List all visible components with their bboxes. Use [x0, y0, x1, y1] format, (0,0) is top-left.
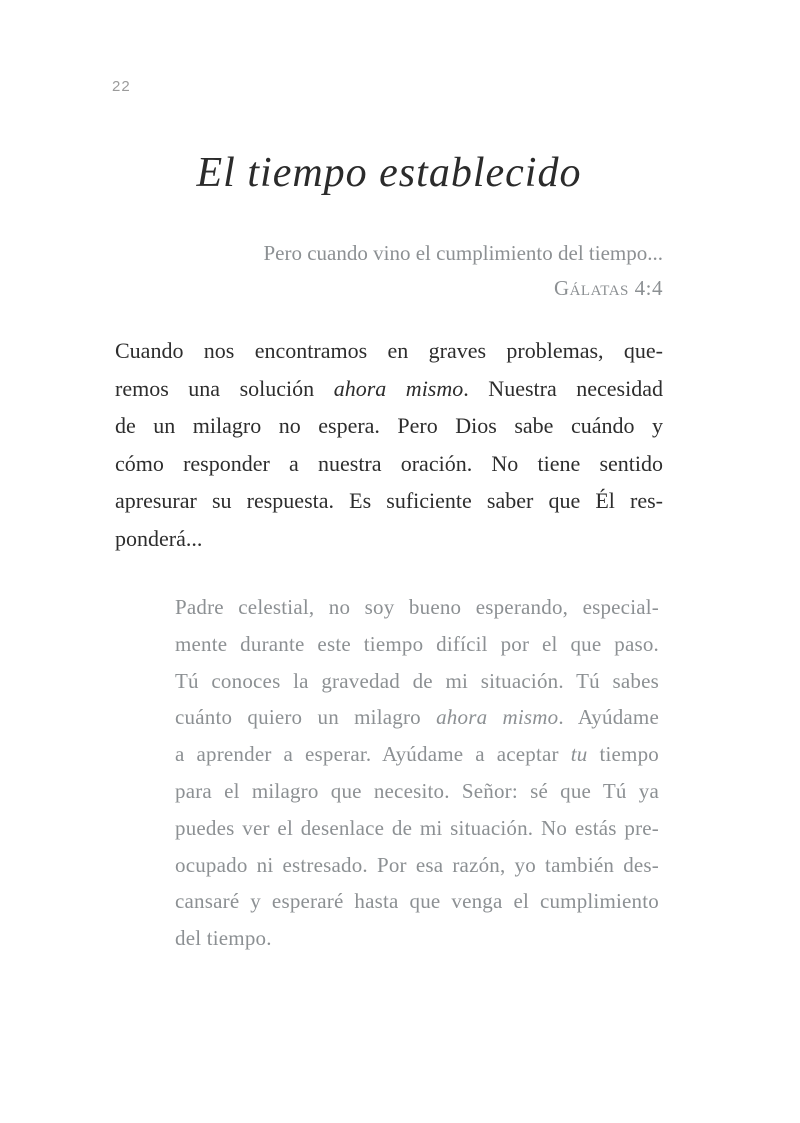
- chapter-title: El tiempo establecido: [196, 150, 582, 196]
- text-line: [175, 736, 659, 773]
- text-line: [175, 810, 659, 847]
- italic-phrase: ahora mismo: [436, 705, 559, 730]
- text-line: [175, 773, 659, 810]
- text-segment: Padre celestial, no soy bueno esperando, especial-: [175, 595, 659, 619]
- text-line: [115, 445, 663, 483]
- text-segment: del tiempo.: [175, 926, 272, 951]
- epigraph-quote: Pero cuando vino el cumplimiento del tiempo...: [263, 241, 663, 265]
- text-line: [175, 920, 659, 957]
- text-segment: ponderá...: [115, 525, 203, 551]
- text-segment: puedes ver el desenlace de mi situación. No estás pre-: [175, 815, 659, 840]
- text-line: [115, 332, 663, 370]
- text-segment: tiempo: [587, 742, 659, 767]
- text-segment: Tú conoces la gravedad de mi situación. Tú sabes: [175, 668, 659, 693]
- text-segment: apresurar su respuesta. Es suficiente saber que Él res-: [115, 488, 663, 514]
- prayer-paragraph: [175, 589, 659, 957]
- text-line: [175, 626, 659, 663]
- text-line: [115, 370, 663, 408]
- text-line: [115, 520, 663, 558]
- text-segment: ocupado ni estresado. Por esa razón, yo también des-: [175, 852, 659, 877]
- italic-phrase: ahora mismo: [333, 375, 464, 401]
- text-segment: remos una solución: [115, 375, 334, 401]
- text-line: [175, 663, 659, 700]
- text-line: [175, 589, 659, 626]
- text-line: [115, 482, 663, 520]
- text-segment: de un milagro no espera. Pero Dios sabe cuándo y: [115, 413, 663, 439]
- text-line: [175, 883, 659, 920]
- italic-phrase: tu: [570, 742, 588, 767]
- text-segment: cuánto quiero un milagro: [175, 705, 437, 730]
- text-line: [175, 847, 659, 884]
- text-segment: Cuando nos encontramos en graves problemas, que-: [115, 338, 663, 363]
- text-line: [115, 407, 663, 445]
- text-segment: a aprender a esperar. Ayúdame a aceptar: [175, 742, 571, 767]
- text-segment: cansaré y esperaré hasta que venga el cumplimiento: [175, 889, 659, 914]
- text-segment: . Ayúdame: [558, 705, 659, 730]
- text-line: [175, 699, 659, 736]
- body-paragraph: [115, 332, 663, 558]
- text-segment: cómo responder a nuestra oración. No tiene sentido: [115, 450, 663, 476]
- epigraph: [115, 236, 663, 306]
- text-segment: mente durante este tiempo difícil por el que paso.: [175, 631, 659, 656]
- text-segment: para el milagro que necesito. Señor: sé que Tú ya: [175, 778, 659, 803]
- epigraph-reference: Gálatas 4:4: [553, 276, 663, 300]
- page-number: 22: [112, 78, 131, 95]
- text-segment: . Nuestra necesidad: [463, 375, 663, 401]
